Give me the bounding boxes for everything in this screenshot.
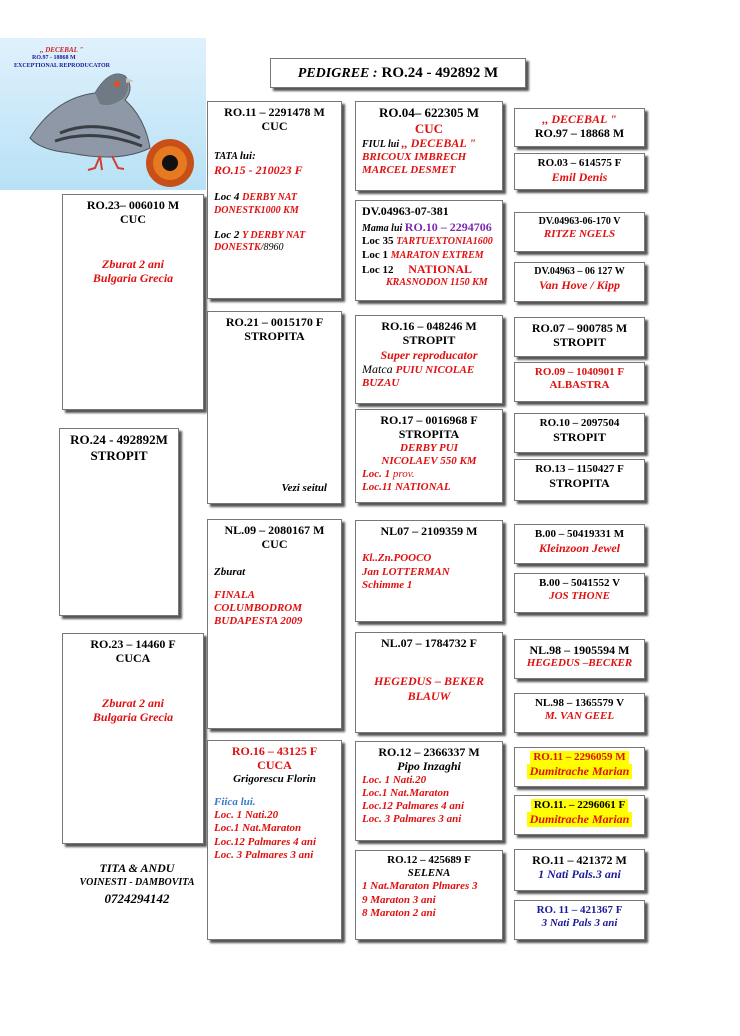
- ddd-result-1: 1 Nat.Maraton Plmares 3: [362, 880, 478, 893]
- ss-loc1-txt2: DONESTK1000 KM: [214, 204, 299, 216]
- dd-color: CUCA: [257, 758, 292, 773]
- g5-sub-10: JOS THONE: [549, 590, 610, 603]
- sdd-loc2: Loc.11 NATIONAL: [362, 481, 451, 494]
- dsd-ring: NL.07 – 1784732 F: [381, 636, 477, 650]
- ddd-box: [355, 850, 503, 940]
- g5-ring-5: RO.07 – 900785 M: [531, 321, 628, 335]
- g5-ring-16: RO. 11 – 421367 F: [536, 904, 623, 916]
- g5-box-10: [514, 573, 645, 613]
- ddd-result-2: 9 Maraton 3 ani: [362, 893, 436, 906]
- ssd-ring: DV.04963-07-381: [362, 204, 449, 218]
- g5-box-7: [514, 413, 645, 453]
- ssd-loc3-txt: NATIONAL: [408, 261, 473, 276]
- g5-sub-4: Van Hove / Kipp: [538, 278, 620, 292]
- sds-result: Super reproducator: [380, 347, 478, 362]
- ds-ring: NL.09 – 2080167 M: [224, 523, 325, 537]
- dds-result-4: Loc. 3 Palmares 3 ani: [362, 813, 462, 826]
- logo-ring: RO.97 - 18868 M: [32, 55, 76, 61]
- dds-name: Pipo Inzaghi: [397, 759, 461, 774]
- sds-ring: RO.16 – 048246 M: [381, 319, 477, 333]
- g5-ring-12: NL.98 – 1365579 V: [534, 697, 625, 709]
- g5-box-6: [514, 362, 645, 402]
- sd-note: Vezi seitul: [281, 481, 327, 494]
- dam-ring: RO.23 – 14460 F: [90, 637, 176, 651]
- g5-box-14: [514, 795, 645, 835]
- g5-sub-7: STROPIT: [553, 430, 606, 445]
- pedigree-ring: RO.24 - 492892 M: [381, 65, 499, 81]
- sire-sire-box: [207, 101, 342, 299]
- g5-ring-1: ,, DECEBAL ": [542, 112, 617, 126]
- dss-result-1: Kl..Zn.POOCO: [362, 552, 432, 565]
- sd-color: STROPITA: [244, 329, 305, 344]
- dsd-result-1: HEGEDUS – BEKER: [373, 674, 485, 689]
- g5-sub-6: ALBASTRA: [549, 379, 610, 392]
- sds-box: [355, 315, 503, 404]
- g5-box-2: [514, 153, 645, 190]
- g5-ring-2: RO.03 – 614575 F: [537, 157, 622, 169]
- ds-result-1: FINALA: [214, 588, 255, 601]
- g5-box-11: [514, 639, 645, 679]
- g5-box-12: [514, 693, 645, 733]
- g5-sub-8: STROPITA: [549, 476, 610, 491]
- dds-result-2: Loc.1 Nat.Maraton: [362, 786, 450, 799]
- sire-ring: RO.23– 006010 M: [86, 198, 180, 212]
- sds-matca-city: BUZAU: [362, 377, 400, 390]
- dam-color: CUCA: [115, 651, 151, 666]
- ssd-mama-ring: RO.10 – 2294706: [404, 220, 492, 235]
- pigeon-image: [0, 38, 206, 190]
- dam-box: [62, 633, 204, 844]
- dd-result-3: Loc.12 Palmares 4 ani: [214, 835, 317, 848]
- sire-note-2: Bulgaria Grecia: [92, 271, 174, 286]
- ssd-loc1-pre: Loc 35: [362, 235, 394, 248]
- g5-ring-13: RO.11 – 2296059 M: [530, 751, 628, 764]
- g5-ring-7: RO.10 – 2097504: [539, 417, 620, 429]
- g5-box-1: [514, 108, 645, 147]
- g5-ring-8: RO.13 – 1150427 F: [535, 463, 624, 475]
- g5-sub-16: 3 Nati Pals 3 ani: [541, 917, 618, 930]
- g5-ring-11: NL.98 – 1905594 M: [529, 643, 630, 657]
- ds-result-2: COLUMBODROM: [214, 602, 303, 615]
- sds-matca-label: Matca: [362, 362, 393, 377]
- g5-ring-9: B.00 – 50419331 M: [534, 528, 625, 540]
- ddd-name: SELENA: [407, 867, 451, 880]
- ss-loc1-txt: DERBY NAT: [242, 192, 298, 204]
- subject-ring: RO.24 - 492892M: [70, 432, 168, 447]
- g5-box-8: [514, 459, 645, 501]
- subject-color: STROPIT: [90, 447, 148, 463]
- dd-ring: RO.16 – 43125 F: [231, 744, 318, 758]
- ss-tata-ring: RO.15 - 210023 F: [214, 162, 303, 177]
- dam-sire-box: [207, 519, 342, 729]
- dd-breeder: Grigorescu Florin: [233, 772, 316, 785]
- sss-breeder-2: MARCEL DESMET: [362, 164, 456, 177]
- logo-caption: EXCEPTIONAL REPRODUCATOR: [14, 63, 110, 69]
- sdd-ring: RO.17 – 0016968 F: [380, 413, 478, 427]
- ss-loc2-pre: Loc 2: [214, 228, 240, 241]
- g5-sub-11: HEGEDUS –BECKER: [526, 657, 633, 670]
- sss-color: CUC: [414, 120, 444, 136]
- ss-tata-label: TATA: [214, 150, 238, 162]
- g5-box-4: [514, 262, 645, 302]
- dd-result-4: Loc. 3 Palmares 3 ani: [214, 848, 314, 861]
- dd-fiica: Fiica lui.: [214, 795, 256, 808]
- dds-ring: RO.12 – 2366337 M: [378, 745, 480, 759]
- sd-ring: RO.21 – 0015170 F: [225, 315, 324, 329]
- sdd-loc1-pre: Loc. 1: [362, 468, 391, 481]
- ssd-loc2-pre: Loc 1: [362, 248, 388, 261]
- dds-result-1: Loc. 1 Nati.20: [362, 773, 427, 786]
- sire-color: CUC: [120, 212, 146, 227]
- sire-box: [62, 194, 204, 410]
- ssd-loc2-txt: MARATON EXTREM: [390, 249, 484, 261]
- dss-result-3: Schimme 1: [362, 578, 413, 591]
- sss-box: [355, 101, 503, 191]
- ddd-result-3: 8 Maraton 2 ani: [362, 906, 436, 919]
- sdd-result-1: DERBY PUI: [400, 441, 458, 454]
- dam-note-1: Zburat 2 ani: [101, 695, 164, 710]
- dam-dam-box: [207, 740, 342, 940]
- g5-ring-4: DV.04963 – 06 127 W: [534, 266, 625, 277]
- ss-tata-lui: lui:: [239, 149, 256, 162]
- dam-note-2: Bulgaria Grecia: [92, 710, 174, 725]
- ss-ring: RO.11 – 2291478 M: [224, 105, 325, 119]
- g5-sub-3: RITZE NGELS: [543, 228, 616, 240]
- breeder-place: VOINESTI - DAMBOVITA: [79, 877, 195, 889]
- sire-note-1: Zburat 2 ani: [101, 256, 164, 271]
- g5-sub-5: STROPIT: [553, 335, 606, 350]
- sss-fiul-name: ,, DECEBAL ": [401, 136, 476, 151]
- g5-box-9: [514, 524, 645, 564]
- ssd-loc3-sub: KRASNODON 1150 KM: [386, 276, 488, 288]
- breeder-contact: [62, 860, 212, 907]
- g5-box-3: [514, 212, 645, 252]
- sire-dam-box: [207, 311, 342, 504]
- ssd-mama-label: Mama lui: [362, 223, 403, 235]
- dsd-result-2: BLAUW: [407, 688, 451, 703]
- sss-breeder-1: BRICOUX IMBRECH: [362, 151, 467, 164]
- ssd-box: [355, 200, 503, 301]
- ddd-ring: RO.12 – 425689 F: [387, 854, 471, 866]
- g5-sub-13: Dumitrache Marian: [527, 764, 633, 778]
- g5-ring-10: B.00 – 5041552 V: [538, 577, 621, 589]
- subject-box: [59, 428, 179, 616]
- sss-ring: RO.04– 622305 M: [378, 105, 480, 120]
- dds-result-3: Loc.12 Palmares 4 ani: [362, 800, 465, 813]
- g5-sub-14: Dumitrache Marian: [527, 812, 633, 826]
- sdd-box: [355, 409, 503, 503]
- ss-loc2-txt2: DONESTK: [214, 241, 261, 253]
- g5-sub-9: Kleinzoon Jewel: [538, 541, 620, 556]
- g5-ring-14: RO.11. – 2296061 F: [531, 799, 628, 812]
- ss-loc2-km: /8960: [260, 241, 284, 253]
- dds-box: [355, 741, 503, 841]
- ds-result-3: BUDAPESTA 2009: [214, 615, 303, 628]
- dss-box: [355, 520, 503, 622]
- dsd-box: [355, 632, 503, 733]
- g5-sub-1: RO.97 – 18868 M: [534, 126, 625, 141]
- g5-sub-15: 1 Nati Pals.3 ani: [538, 867, 621, 882]
- sss-fiul-label: FIUL lui: [362, 139, 400, 151]
- ss-loc1-pre: Loc 4: [214, 191, 240, 204]
- ssd-loc1-txt: TARTUEXTONIA1600: [396, 236, 493, 248]
- ss-color: CUC: [261, 119, 288, 134]
- decebal-logo: [0, 38, 206, 190]
- g5-box-13: [514, 747, 645, 787]
- pedigree-label: PEDIGREE :: [297, 66, 378, 81]
- g5-sub-2: Emil Denis: [551, 170, 608, 185]
- g5-ring-15: RO.11 – 421372 M: [532, 853, 627, 867]
- ssd-loc3-pre: Loc 12: [362, 263, 394, 276]
- dss-result-2: Jan LOTTERMAN: [362, 565, 450, 578]
- ds-note: Zburat: [214, 565, 246, 578]
- dd-result-2: Loc.1 Nat.Maraton: [214, 822, 302, 835]
- g5-box-16: [514, 900, 645, 940]
- ds-color: CUC: [261, 537, 288, 552]
- dd-result-1: Loc. 1 Nati.20: [214, 809, 279, 822]
- g5-ring-6: RO.09 – 1040901 F: [534, 366, 625, 378]
- sdd-color: STROPITA: [398, 427, 460, 442]
- g5-box-5: [514, 317, 645, 357]
- dss-ring: NL07 – 2109359 M: [380, 524, 478, 538]
- sdd-loc1-txt: prov.: [392, 468, 415, 481]
- g5-ring-3: DV.04963-06-170 V: [538, 216, 621, 227]
- sds-matca-name: PUIU NICOLAE: [395, 364, 475, 377]
- sds-color: STROPIT: [402, 333, 456, 348]
- ss-loc2-txt: Y DERBY NAT: [242, 229, 306, 241]
- g5-box-15: [514, 849, 645, 891]
- pedigree-title: [270, 58, 526, 88]
- g5-sub-12: M. VAN GEEL: [544, 710, 615, 723]
- breeder-names: TITA & ANDU: [99, 861, 175, 875]
- sdd-result-2: NICOLAEV 550 KM: [381, 454, 477, 467]
- logo-title: ,, DECEBAL ": [40, 46, 84, 54]
- breeder-phone: 0724294142: [104, 890, 170, 906]
